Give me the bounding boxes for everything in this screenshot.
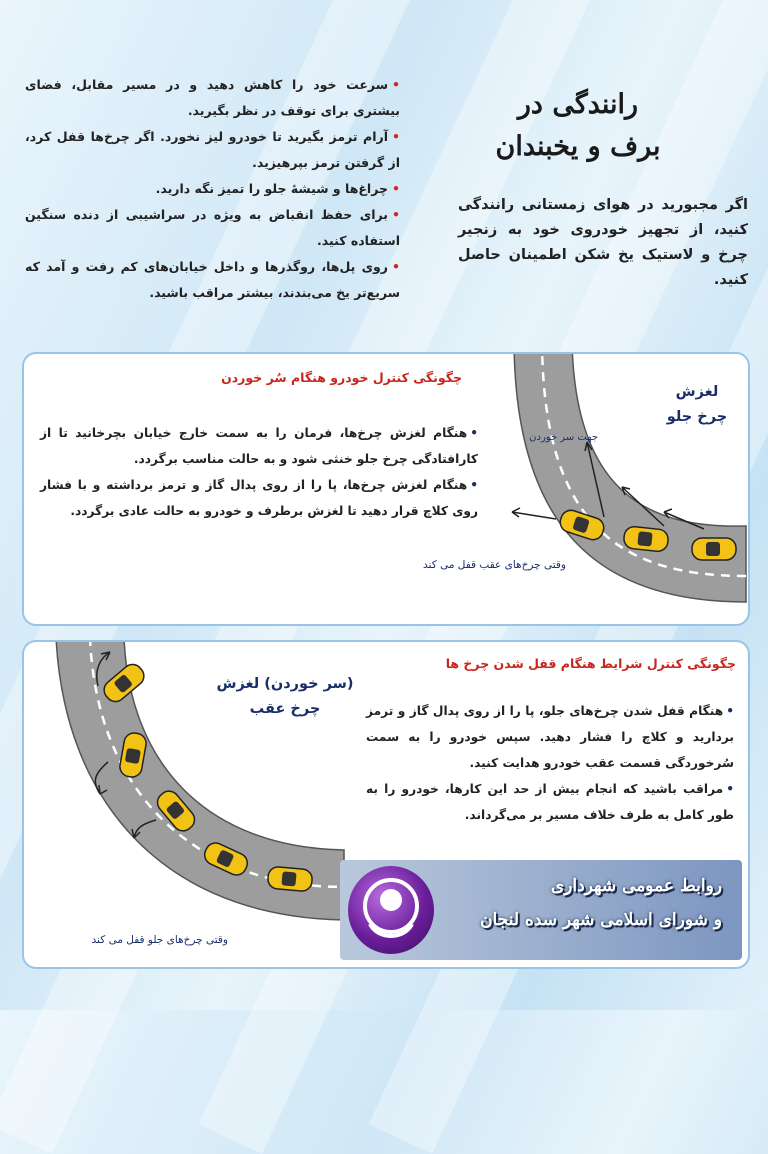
step-item: •هنگام لغزش چرخ‌ها، فرمان را به سمت خارج خیابان بچرخانید تا از کارافتادگی چرخ جلو خنثی شود و به حالت مناسب برگردد.: [40, 426, 478, 466]
car-icon: [692, 538, 736, 560]
bullet-icon: •: [470, 478, 478, 492]
skid-direction-label: جهت سر خوردن: [529, 432, 598, 443]
intro-text: اگر مجبورید در هوای زمستانی رانندگی کنید، از تجهیز خودروی خود به زنجیر چرخ و لاستیک یخ شکن اطمینان حاصل کنید.: [458, 197, 748, 288]
step-item: •مراقب باشید که انجام بیش از حد این کارها، خودرو را به طور کامل به طرف خلاف مسیر بر می‌گرداند.: [366, 782, 734, 822]
tip-item: •سرعت خود را کاهش دهید و در مسیر مقابل، فضای بیشتری برای توقف در نظر بگیرید.: [25, 77, 400, 118]
rear-skid-steps: [366, 698, 734, 828]
car-icon: [267, 866, 313, 892]
tip-item: •روی پل‌ها، روگذرها و داخل خیابان‌های کم رفت و آمد که سریع‌تر یخ می‌بندند، بیشتر مراقب باشید.: [25, 259, 400, 300]
front-skid-heading: چگونگی کنترل خودرو هنگام سُر خوردن: [221, 370, 462, 385]
bullet-icon: •: [392, 129, 400, 144]
rear-skid-label: (سر خوردن) لغزش چرخ عقب: [216, 676, 354, 717]
banner-line-1: روابط عمومی شهرداری: [550, 876, 722, 896]
front-skid-panel: [22, 352, 750, 626]
bullet-icon: •: [726, 704, 734, 718]
tips-list: [25, 72, 400, 306]
title-line-2: برف و یخبندان: [495, 131, 661, 162]
bullet-icon: •: [392, 77, 400, 92]
bullet-icon: •: [392, 207, 400, 222]
rear-skid-caption: وقتی چرخ‌های جلو قفل می کند: [91, 934, 228, 946]
rear-skid-heading: چگونگی کنترل شرایط هنگام قفل شدن چرخ ها: [445, 656, 736, 671]
bullet-icon: •: [392, 259, 400, 274]
step-item: •هنگام لغزش چرخ‌ها، پا را از روی پدال گاز و ترمز برداشته و با فشار روی کلاچ قرار دهید تا لغزش برطرف و خودرو به حالت عادی برگردد.: [40, 478, 478, 518]
tip-item: •برای حفظ انقباض به ویژه در سراشیبی از دنده سنگین استفاده کنید.: [25, 207, 400, 248]
bullet-icon: •: [470, 426, 478, 440]
tip-item: •چراغ‌ها و شیشهٔ جلو را تمیز نگه دارید.: [155, 181, 400, 196]
bullet-icon: •: [726, 782, 734, 796]
municipality-banner: [340, 860, 742, 960]
tip-item: •آرام ترمز بگیرید تا خودرو لیز نخورد. اگر چرخ‌ها قفل کرد، از گرفتن ترمز بپرهیزید.: [25, 129, 400, 170]
front-skid-steps: [40, 420, 478, 524]
step-item: •هنگام قفل شدن چرخ‌های جلو، پا را از روی پدال گاز و ترمز بردارید و کلاچ را فشار دهید. سپس خودرو را به سمت سُرخوردگی قسمت عقب خودرو هدایت کنید.: [366, 704, 734, 770]
page-title: [468, 84, 688, 168]
front-skid-label: لغزش چرخ جلو: [666, 384, 728, 425]
bullet-icon: •: [392, 181, 400, 196]
banner-line-2: و شورای اسلامی شهر سده لنجان: [480, 910, 722, 930]
front-skid-caption: وقتی چرخ‌های عقب قفل می کند: [423, 559, 566, 571]
municipality-logo-icon: [348, 866, 434, 954]
title-line-1: رانندگی در: [517, 89, 639, 120]
car-icon: [623, 526, 669, 552]
